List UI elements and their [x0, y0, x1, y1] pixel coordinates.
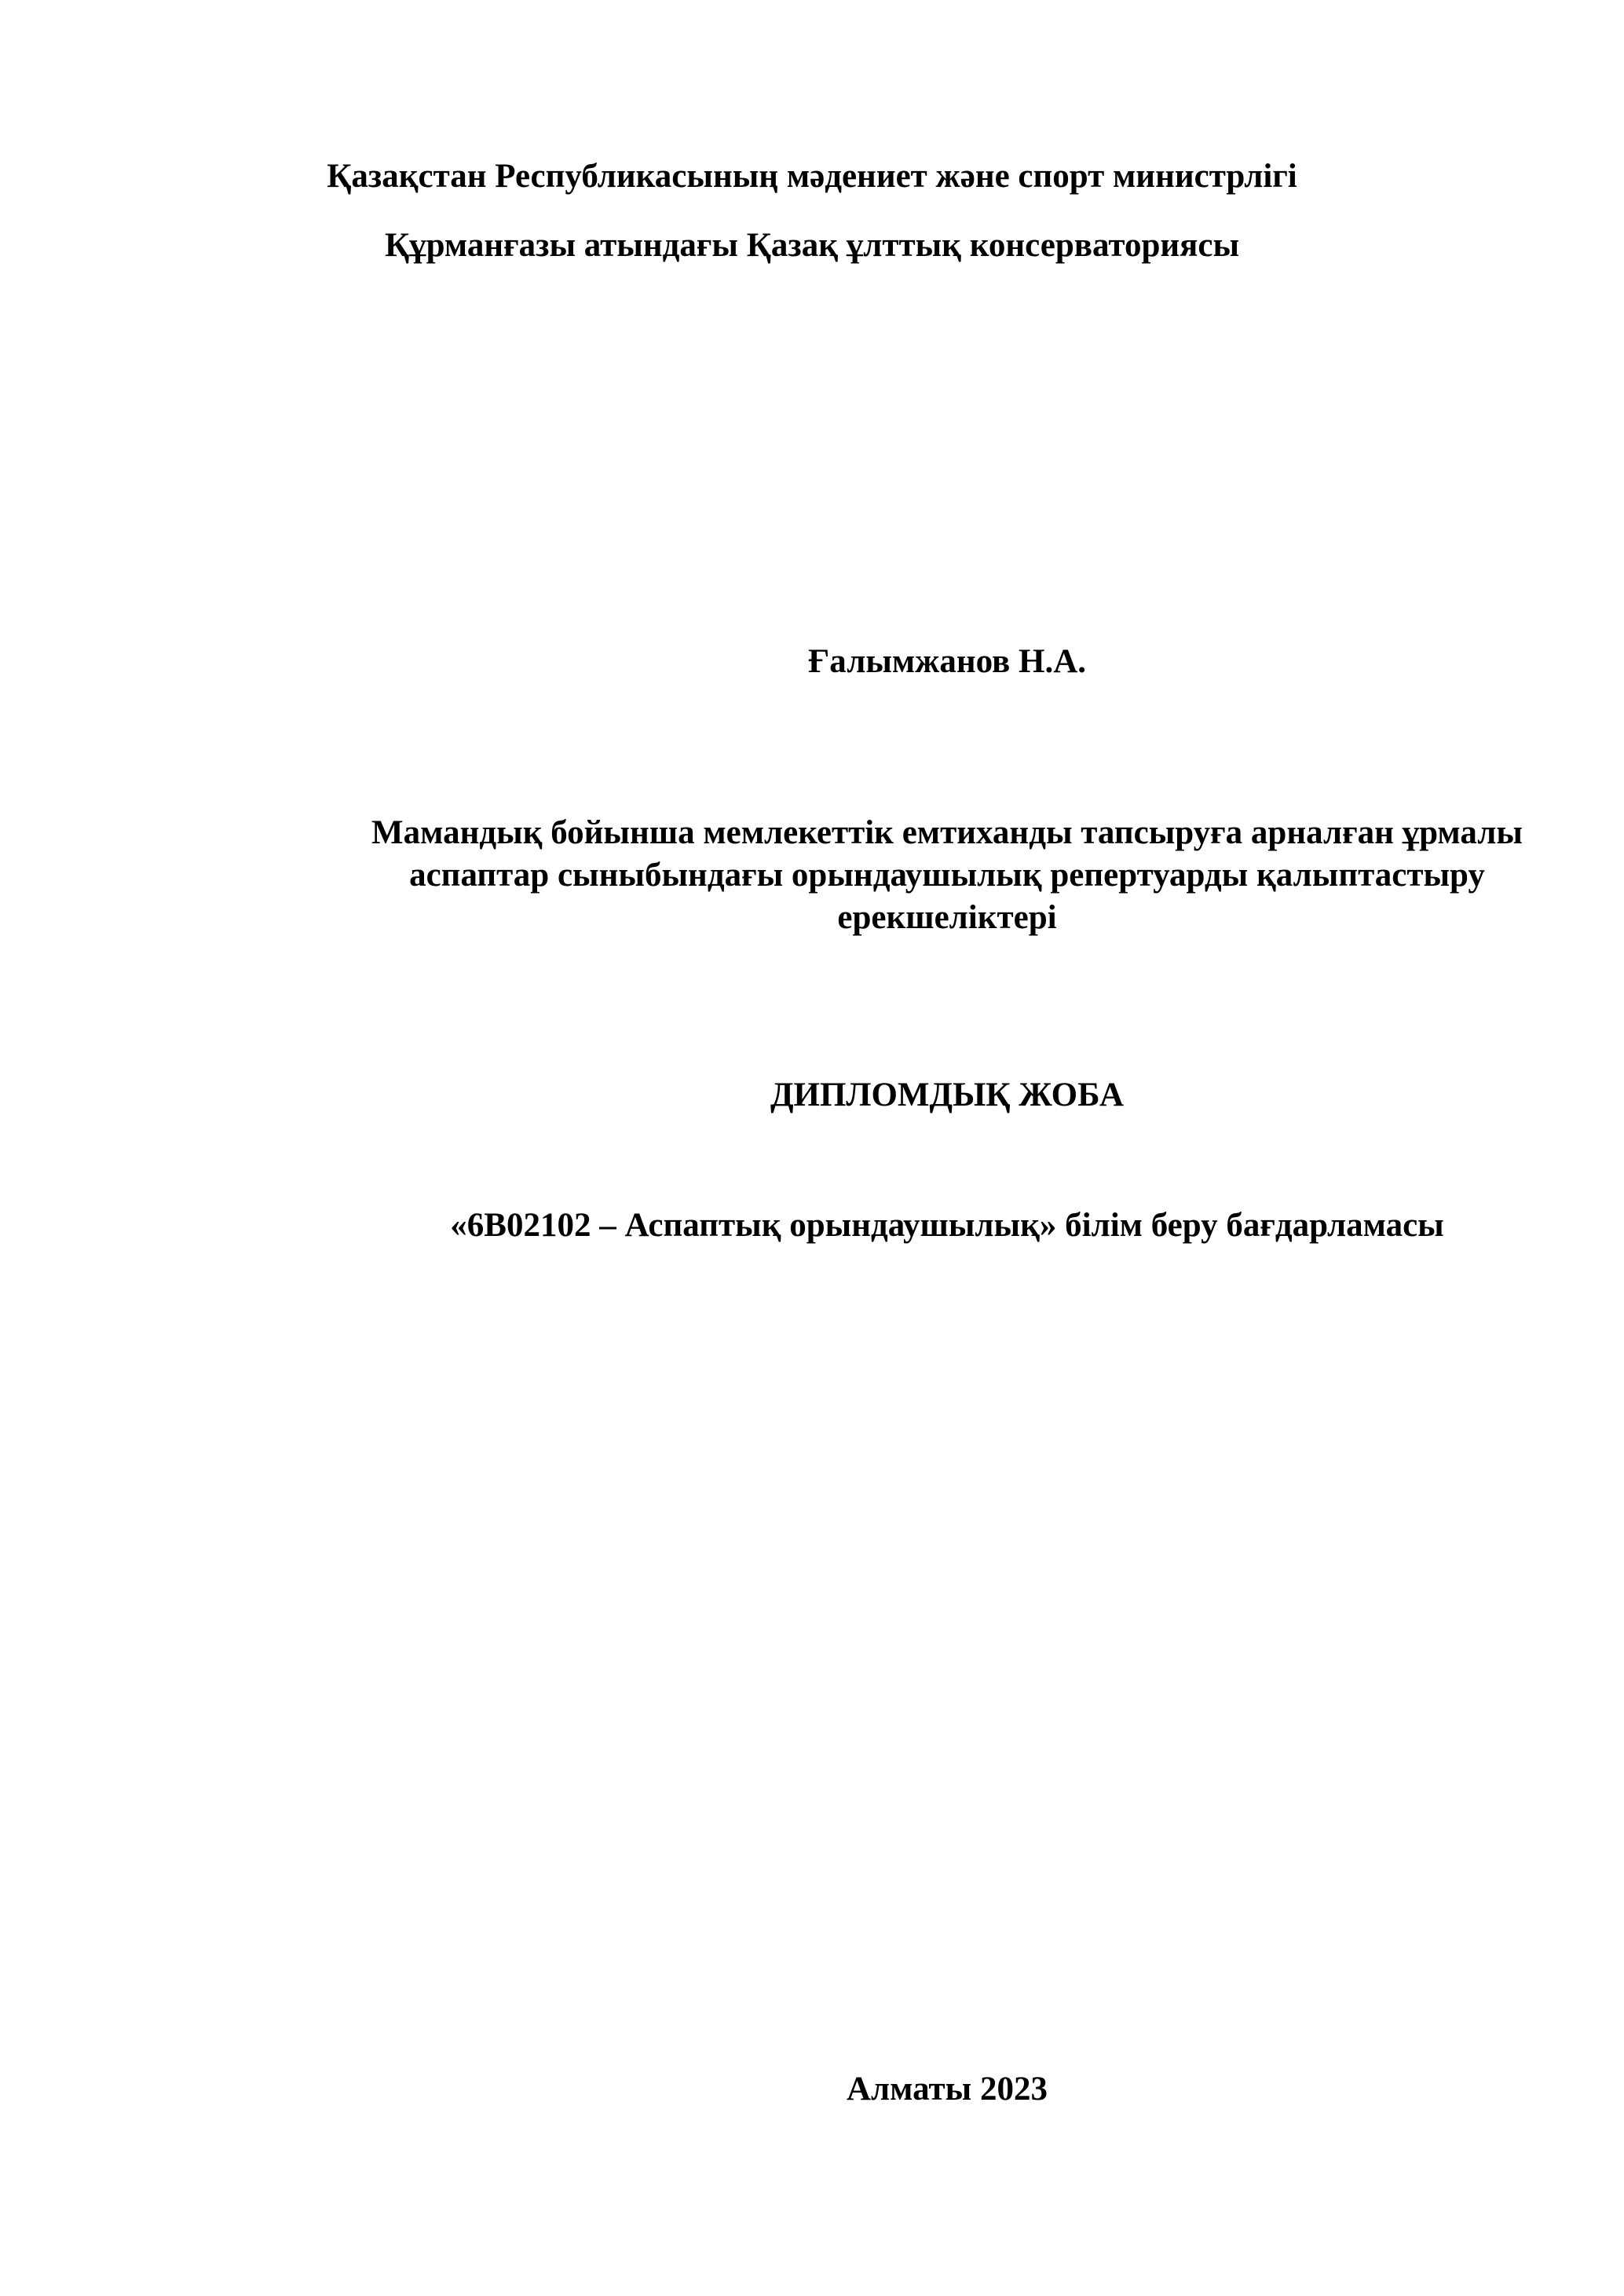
- author-name: Ғалымжанов Н.А.: [807, 643, 1087, 680]
- city-year: Алматы 2023: [846, 2071, 1048, 2108]
- document-type: ДИПЛОМДЫҚ ЖОБА: [770, 1077, 1125, 1113]
- thesis-title: [135, 812, 1624, 939]
- ministry-heading: Қазақстан Республикасының мәдениет және спорт министрлігі: [327, 158, 1297, 195]
- education-program: «6В02102 – Аспаптық орындаушылық» білім беру бағдарламасы: [450, 1207, 1444, 1244]
- institution-heading: Құрманғазы атындағы Қазақ ұлттық консерваториясы: [384, 227, 1240, 264]
- thesis-title-line: аспаптар сыныбындағы орындаушылық репертуарды қалыптастыру: [409, 857, 1485, 894]
- thesis-title-line: Мамандық бойынша мемлекеттік емтиханды тапсыруға арналған ұрмалы: [371, 814, 1523, 851]
- thesis-title-line: ерекшеліктері: [837, 899, 1057, 936]
